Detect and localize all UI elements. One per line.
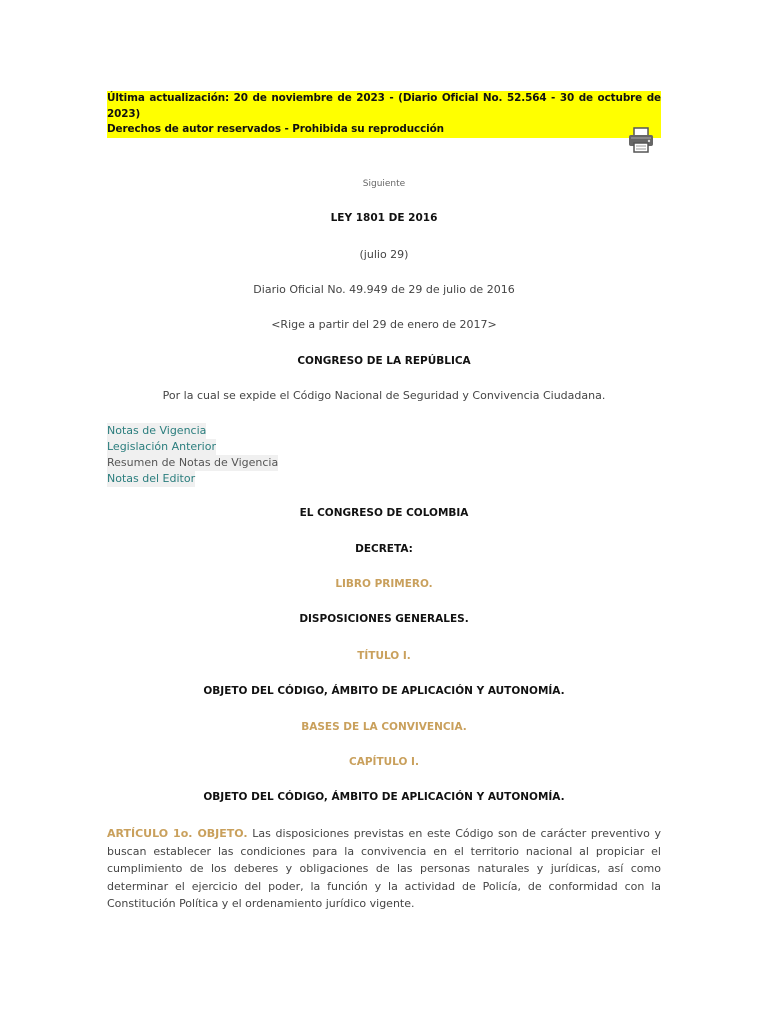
printer-icon[interactable] xyxy=(627,126,655,154)
article-1 xyxy=(107,825,661,913)
legislacion-anterior-link[interactable]: Legislación Anterior xyxy=(107,440,216,453)
decree-heading: DECRETA: xyxy=(355,543,413,555)
gazette-reference: Diario Oficial No. 49.949 de 29 de julio de 2016 xyxy=(253,283,515,296)
next-link[interactable]: Siguiente xyxy=(362,179,406,189)
resumen-notas-link[interactable]: Resumen de Notas de Vigencia xyxy=(107,456,279,469)
copyright-notice: Derechos de autor reservados - Prohibida su reproducción xyxy=(107,123,444,135)
law-subject: Por la cual se expide el Código Nacional de Seguridad y Convivencia Ciudadana. xyxy=(162,389,606,402)
chapter-heading[interactable]: CAPÍTULO I. xyxy=(349,756,419,768)
article-1-heading[interactable]: ARTÍCULO 1o. OBJETO. xyxy=(107,827,248,840)
law-title: LEY 1801 DE 2016 xyxy=(330,212,438,224)
notes-vigencia-link[interactable]: Notas de Vigencia xyxy=(107,424,207,437)
bases-heading[interactable]: BASES DE LA CONVIVENCIA. xyxy=(301,721,467,733)
notas-editor-link[interactable]: Notas del Editor xyxy=(107,472,196,485)
update-banner xyxy=(107,91,661,138)
issuer: CONGRESO DE LA REPÚBLICA xyxy=(297,355,471,367)
book-heading[interactable]: LIBRO PRIMERO. xyxy=(335,578,433,590)
general-provisions-heading: DISPOSICIONES GENERALES. xyxy=(299,613,469,625)
effective-date: <Rige a partir del 29 de enero de 2017> xyxy=(271,318,497,331)
object-heading-2: OBJETO DEL CÓDIGO, ÁMBITO DE APLICACIÓN Y AUTONOMÍA. xyxy=(203,791,565,803)
title-heading[interactable]: TÍTULO I. xyxy=(357,650,411,662)
object-heading-1: OBJETO DEL CÓDIGO, ÁMBITO DE APLICACIÓN Y AUTONOMÍA. xyxy=(203,685,565,697)
notes-list xyxy=(107,423,278,487)
article-1-text: Las disposiciones previstas en este Código son de carácter preventivo y buscan establecer las condiciones para la convivencia en el territorio nacional al propiciar el cumplimiento de los deberes y obligaciones de las personas naturales y jurídicas, así como determinar el ejercicio del poder, la función y la actividad de Policía, de conformidad con la Constitución Política y el ordenamiento jurídico vigente. xyxy=(107,827,661,910)
congress-heading: EL CONGRESO DE COLOMBIA xyxy=(299,507,469,519)
law-date: (julio 29) xyxy=(359,248,409,261)
update-banner-line1: Última actualización: 20 de noviembre de 2023 - (Diario Oficial No. 52.564 - 30 de octubre de 2023) xyxy=(107,92,661,120)
